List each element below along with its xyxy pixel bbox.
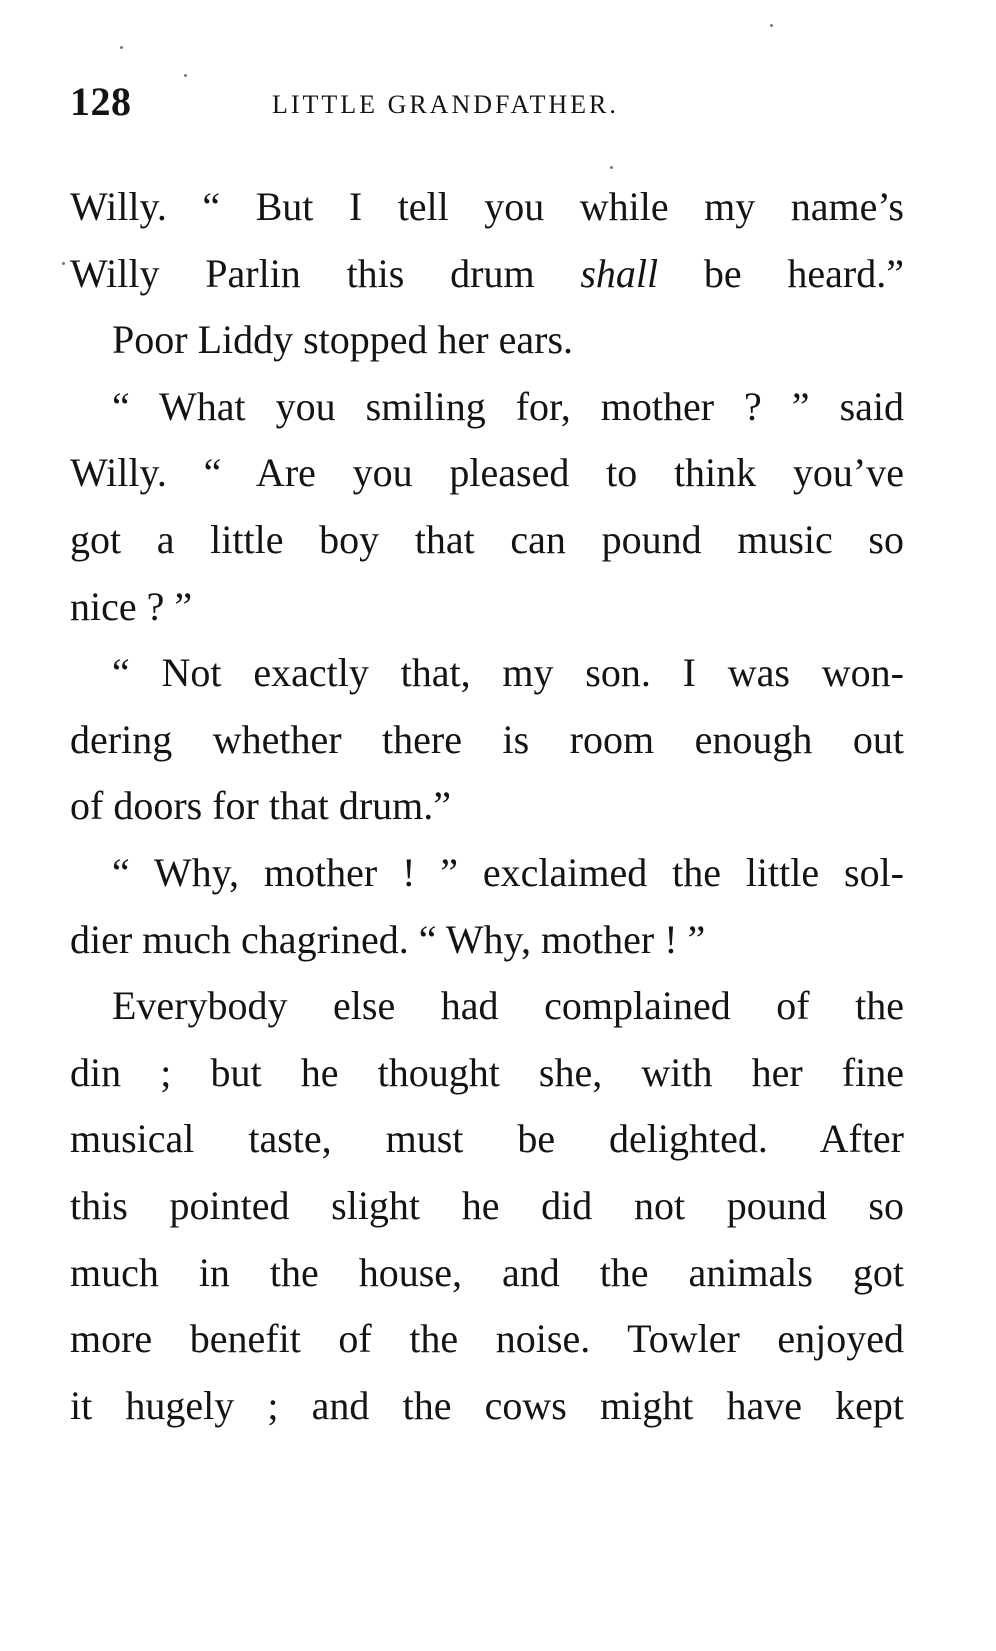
text-line: much in the house, and the animals got: [70, 1249, 904, 1295]
text-segment: be heard.”: [658, 250, 904, 296]
text-line: “ Why, mother ! ” exclaimed the little sol-: [112, 849, 904, 895]
scan-speck: [120, 46, 123, 49]
text-line: more benefit of the noise. Towler enjoyed: [70, 1316, 904, 1362]
scan-speck: [770, 24, 773, 27]
text-line: Everybody else had complained of the: [112, 983, 904, 1029]
text-line: [70, 241, 904, 308]
text-line: nice ? ”: [70, 583, 193, 629]
text-line: Willy. “ Are you pleased to think you’ve: [70, 450, 904, 496]
text-line: Willy. “ But I tell you while my name’s: [70, 184, 904, 229]
running-title: LITTLE GRANDFATHER.: [272, 90, 619, 119]
text-line: got a little boy that can pound music so: [70, 516, 904, 562]
scan-speck: [62, 262, 65, 265]
italic-emphasis: shall: [580, 250, 659, 296]
text-line: it hugely ; and the cows might have kept: [70, 1382, 904, 1428]
text-line: “ What you smiling for, mother ? ” said: [112, 383, 904, 429]
scan-speck: [184, 74, 187, 77]
text-line: of doors for that drum.”: [70, 783, 452, 829]
scan-speck: [610, 166, 613, 169]
text-line: this pointed slight he did not pound so: [70, 1182, 904, 1228]
page-number: 128: [70, 79, 132, 124]
text-segment: Willy Parlin this drum: [70, 250, 581, 296]
text-line: dering whether there is room enough out: [70, 716, 904, 762]
text-line: dier much chagrined. “ Why, mother ! ”: [70, 916, 706, 962]
text-line: din ; but he thought she, with her fine: [70, 1049, 904, 1095]
body-text: [70, 174, 904, 1439]
text-line: “ Not exactly that, my son. I was won-: [112, 650, 904, 696]
text-line: Poor Liddy stopped her ears.: [112, 317, 574, 363]
text-line: musical taste, must be delighted. After: [70, 1116, 904, 1162]
